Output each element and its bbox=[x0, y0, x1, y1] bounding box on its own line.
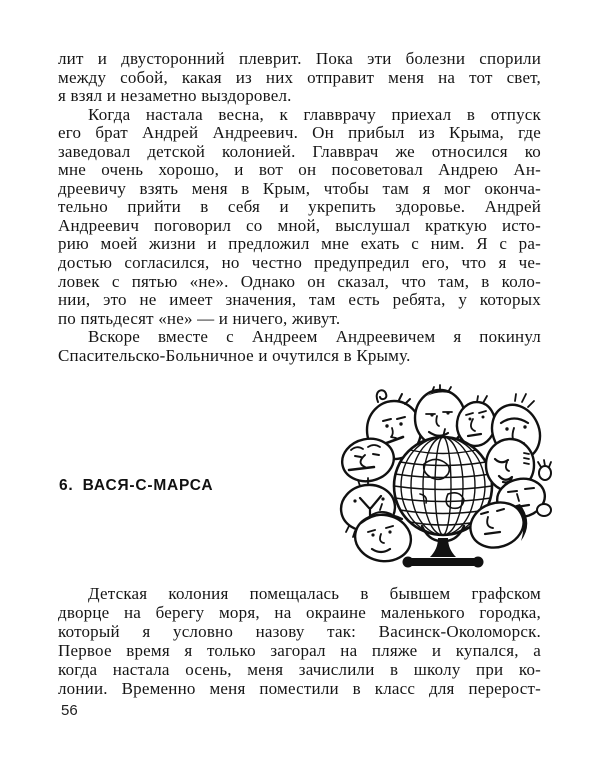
text-line: достью согласился, но честно предупредил его, что я че- bbox=[58, 253, 541, 273]
text-line: его брат Андрей Андреевич. Он прибыл из Крыма, где bbox=[58, 123, 541, 143]
text-line: рию моей жизни и предложил мне ехать с ним. Я с ра- bbox=[58, 234, 541, 254]
text-line: Спасительско-Больничное и очутился в Крыму. bbox=[58, 345, 411, 365]
text-line: дворце на берегу моря, на окраине маленького городка, bbox=[58, 603, 541, 622]
paragraph bbox=[58, 50, 541, 106]
text-line: который я условно назову так: Васинск-Околоморск. bbox=[58, 622, 541, 641]
text-line: Детская колония помещалась в бывшем графском bbox=[88, 584, 541, 603]
text-column-top bbox=[58, 50, 541, 365]
text-line: я взял и незаметно выздоровел. bbox=[58, 86, 292, 106]
globe-faces-illustration bbox=[336, 386, 554, 582]
text-line: заведовал детской колонией. Главврач же относился ко bbox=[58, 141, 541, 161]
text-line: ловек с пятью «не». Однако он сказал, что там, в коло- bbox=[58, 271, 541, 291]
text-line: лонии. Временно меня поместили в класс для перерост- bbox=[58, 679, 541, 698]
text-line: Когда настала весна, к главврачу приехал в отпуск bbox=[88, 104, 541, 124]
text-line: нии, это не имеет значения, там есть ребята, у которых bbox=[58, 290, 541, 310]
paragraph bbox=[58, 106, 541, 329]
text-line: по пятьдесят «не» — и ничего, живут. bbox=[58, 308, 341, 328]
chapter-heading: 6. ВАСЯ-С-МАРСА bbox=[59, 477, 214, 494]
page-number: 56 bbox=[61, 702, 78, 719]
paragraph bbox=[58, 584, 541, 698]
text-line: Вскоре вместе с Андреем Андреевичем я покинул bbox=[88, 327, 541, 347]
paragraph bbox=[58, 328, 541, 365]
text-line: Андреевич поговорил со мной, выслушал краткую исто- bbox=[58, 215, 541, 235]
text-line: мне очень хорошо, и вот он посоветовал Андрею Ан- bbox=[58, 160, 541, 180]
text-line: дреевичу взять меня в Крым, чтобы там я мог оконча- bbox=[58, 178, 541, 198]
text-line: когда настала осень, меня зачислили в школу при ко- bbox=[58, 660, 541, 679]
text-line: между собой, какая из них отправит меня на тот свет, bbox=[58, 67, 541, 87]
text-line: лит и двусторонний плеврит. Пока эти болезни спорили bbox=[58, 49, 541, 68]
text-column-bottom bbox=[58, 584, 541, 698]
text-line: тельно прийти в себя и укрепить здоровье. Андрей bbox=[58, 197, 541, 217]
text-line: Первое время я только загорал на пляже и купался, а bbox=[58, 641, 541, 660]
